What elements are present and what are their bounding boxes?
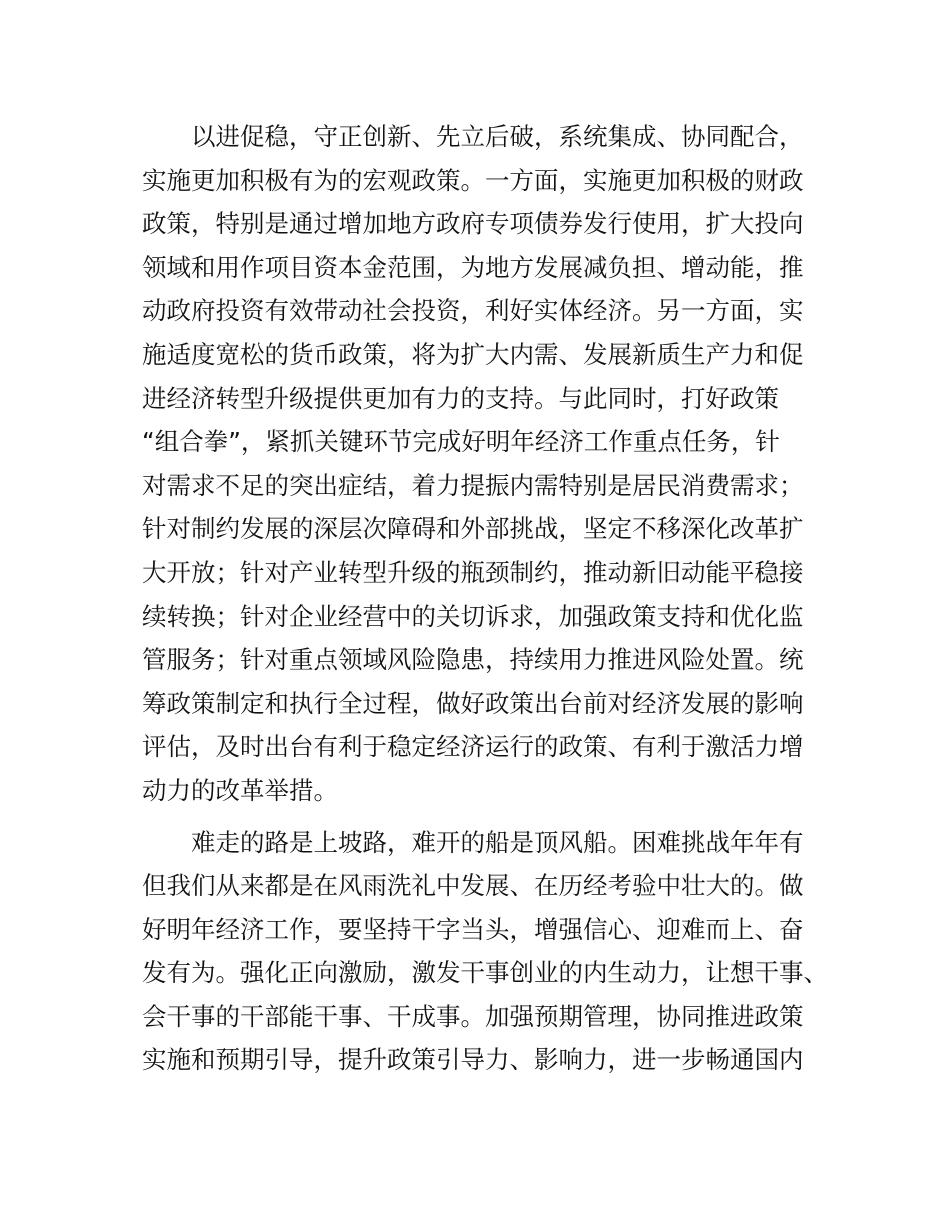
paragraph-1	[142, 115, 842, 813]
paragraph-2	[142, 821, 842, 1083]
paragraph-line: “组合拳”，紧抓关键环节完成好明年经济工作重点任务，针	[142, 427, 780, 457]
paragraph-line: 实施和预期引导，提升政策引导力、影响力，进一步畅通国内	[142, 1045, 804, 1075]
paragraph-line: 进经济转型升级提供更加有力的支持。与此同时，打好政策	[142, 383, 779, 413]
paragraph-line: 续转换；针对企业经营中的关切诉求，加强政策支持和优化监	[142, 601, 804, 631]
paragraph-line: 动政府投资有效带动社会投资，利好实体经济。另一方面，实	[142, 296, 804, 326]
paragraph-spacer	[142, 813, 842, 821]
paragraph-line: 好明年经济工作，要坚持干字当头，增强信心、迎难而上、奋	[142, 914, 804, 944]
paragraph-line: 施适度宽松的货币政策，将为扩大内需、发展新质生产力和促	[142, 339, 804, 369]
paragraph-line: 大开放；针对产业转型升级的瓶颈制约，推动新旧动能平稳接	[142, 557, 804, 587]
paragraph-line: 管服务；针对重点领域风险隐患，持续用力推进风险处置。统	[142, 645, 804, 675]
paragraph-line: 以进促稳，守正创新、先立后破，系统集成、协同配合，	[191, 122, 804, 151]
paragraph-line: 评估，及时出台有利于稳定经济运行的政策、有利于激活力增	[142, 732, 804, 762]
paragraph-line: 会干事的干部能干事、干成事。加强预期管理，协同推进政策	[142, 1001, 804, 1031]
paragraph-line: 难走的路是上坡路，难开的船是顶风船。困难挑战年年有	[191, 827, 804, 857]
paragraph-line: 领域和用作项目资本金范围，为地方发展减负担、增动能，推	[142, 252, 804, 282]
paragraph-line: 政策，特别是通过增加地方政府专项债券发行使用，扩大投向	[142, 209, 804, 239]
paragraph-line: 但我们从来都是在风雨洗礼中发展、在历经考验中壮大的。做	[142, 871, 804, 901]
paragraph-line: 筹政策制定和执行全过程，做好政策出台前对经济发展的影响	[142, 688, 804, 718]
paragraph-line: 对需求不足的突出症结，着力提振内需特别是居民消费需求；	[142, 470, 804, 500]
paragraph-line: 针对制约发展的深层次障碍和外部挑战，坚定不移深化改革扩	[142, 514, 804, 544]
paragraph-line: 发有为。强化正向激励，激发干事创业的内生动力，让想干事、	[142, 958, 828, 988]
paragraph-line: 动力的改革举措。	[142, 775, 338, 805]
paragraph-line: 实施更加积极有为的宏观政策。一方面，实施更加积极的财政	[142, 165, 804, 195]
document-body	[142, 115, 842, 1082]
